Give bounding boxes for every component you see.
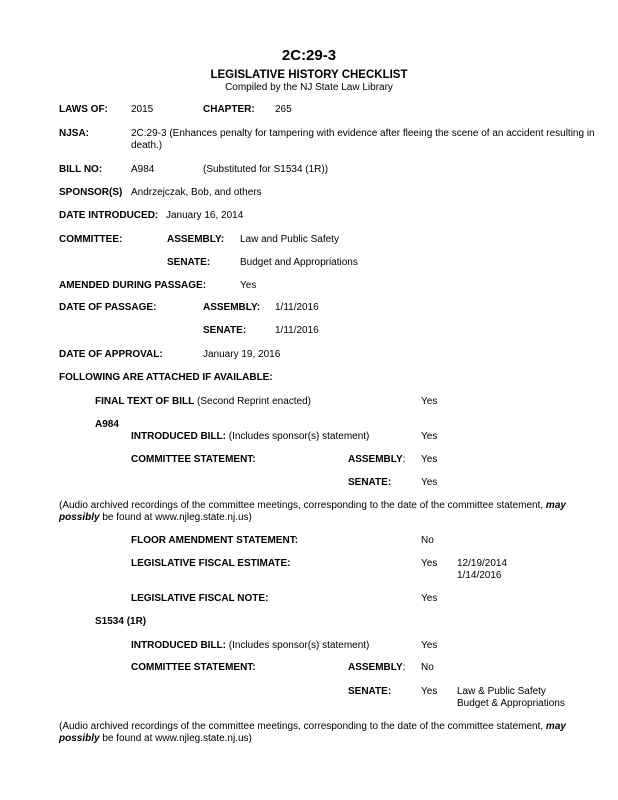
a984-fiscal-estimate-date: 12/19/2014 <box>457 558 508 569</box>
a984-cs-assembly-value: Yes <box>421 454 438 465</box>
s1534-cs-assembly-value: No <box>421 662 434 673</box>
bill-no-label: BILL NO: <box>59 164 103 175</box>
page-subtitle: LEGISLATIVE HISTORY CHECKLIST <box>210 69 408 81</box>
committee-senate-value: Budget and Appropriations <box>240 257 358 268</box>
a984-introduced-value: Yes <box>421 431 438 442</box>
s1534-cs-assembly-colon: : <box>402 662 406 673</box>
a984-fiscal-note-label: LEGISLATIVE FISCAL NOTE: <box>131 593 269 604</box>
a984-fiscal-note-value: Yes <box>421 593 438 604</box>
date-of-approval-label: DATE OF APPROVAL: <box>59 349 163 360</box>
audio-note-text: be found at www.njleg.state.nj.us) <box>99 512 252 523</box>
sponsors-value: Andrzejczak, Bob, and others <box>131 187 262 198</box>
chapter-label: CHAPTER: <box>203 104 255 115</box>
audio-note-emphasis: may possibly <box>59 500 566 523</box>
final-text-note: (Second Reprint enacted) <box>194 396 311 407</box>
date-introduced-label: DATE INTRODUCED: <box>59 210 159 221</box>
passage-assembly-label: ASSEMBLY: <box>203 302 261 313</box>
s1534-introduced-row <box>131 640 369 652</box>
a984-fiscal-estimate-value: Yes <box>421 558 438 569</box>
s1534-cs-senate-value: Yes <box>421 686 438 697</box>
amended-label: AMENDED DURING PASSAGE: <box>59 280 207 291</box>
passage-senate-label: SENATE: <box>203 325 247 336</box>
date-of-approval-value: January 19, 2016 <box>203 349 281 360</box>
njsa-label: NJSA: <box>59 128 90 139</box>
audio-note-text: (Audio archived recordings of the committee meetings, corresponding to the date of the committee statement, <box>59 500 546 511</box>
a984-fiscal-estimate-label: LEGISLATIVE FISCAL ESTIMATE: <box>131 558 291 569</box>
date-of-passage-label: DATE OF PASSAGE: <box>59 302 157 313</box>
a984-introduced-row <box>131 431 369 443</box>
committee-assembly-value: Law and Public Safety <box>240 234 339 245</box>
substituted-note: (Substituted for S1534 (1R)) <box>203 164 329 175</box>
laws-of-label: LAWS OF: <box>59 104 108 115</box>
a984-committee-statement-label: COMMITTEE STATEMENT: <box>131 454 256 465</box>
following-heading: FOLLOWING ARE ATTACHED IF AVAILABLE: <box>59 372 273 383</box>
a984-cs-assembly-colon: : <box>402 454 406 465</box>
s1534-heading: S1534 (1R) <box>95 616 147 627</box>
page-title: 2C:29-3 <box>281 47 337 64</box>
audio-note-text: be found at www.njleg.state.nj.us) <box>99 733 252 744</box>
bill-no-value: A984 <box>131 164 155 175</box>
final-text-label: FINAL TEXT OF BILL <box>95 396 195 407</box>
s1534-introduced-note: (Includes sponsor(s) statement) <box>226 640 370 651</box>
a984-floor-label: FLOOR AMENDMENT STATEMENT: <box>131 535 299 546</box>
audio-note-emphasis: may possibly <box>59 721 566 744</box>
a984-cs-senate-label: SENATE: <box>348 477 392 488</box>
date-introduced-value: January 16, 2014 <box>166 210 244 221</box>
s1534-introduced-value: Yes <box>421 640 438 651</box>
a984-cs-assembly-label: ASSEMBLY <box>348 454 403 465</box>
final-text-row <box>95 396 311 408</box>
a984-cs-senate-value: Yes <box>421 477 438 488</box>
audio-note-2 <box>59 721 604 745</box>
laws-of-value: 2015 <box>131 104 154 115</box>
njsa-value: 2C:29-3 (Enhances penalty for tampering with evidence after fleeing the scene of an accident resulting in death.) <box>131 128 595 151</box>
s1534-introduced-label: INTRODUCED BILL: <box>131 640 226 651</box>
a984-cs-assembly-row <box>348 454 405 466</box>
a984-floor-value: No <box>421 535 434 546</box>
committee-label: COMMITTEE: <box>59 234 123 245</box>
sponsors-label: SPONSOR(S) <box>59 187 123 198</box>
passage-assembly-value: 1/11/2016 <box>275 302 319 313</box>
final-text-value: Yes <box>421 396 438 407</box>
chapter-value: 265 <box>275 104 292 115</box>
committee-assembly-label: ASSEMBLY: <box>167 234 225 245</box>
committee-senate-label: SENATE: <box>167 257 211 268</box>
a984-fiscal-estimate-date: 1/14/2016 <box>457 570 502 581</box>
compiled-by: Compiled by the NJ State Law Library <box>225 82 393 93</box>
s1534-senate-committee: Budget & Appropriations <box>457 698 565 709</box>
passage-senate-value: 1/11/2016 <box>275 325 319 336</box>
a984-introduced-note: (Includes sponsor(s) statement) <box>226 431 370 442</box>
s1534-committee-statement-label: COMMITTEE STATEMENT: <box>131 662 256 673</box>
a984-heading: A984 <box>95 419 119 430</box>
s1534-cs-assembly-row <box>348 662 405 674</box>
s1534-senate-committee: Law & Public Safety <box>457 686 546 697</box>
s1534-cs-senate-label: SENATE: <box>348 686 392 697</box>
audio-note-1 <box>59 500 604 524</box>
audio-note-text: (Audio archived recordings of the committee meetings, corresponding to the date of the committee statement, <box>59 721 546 732</box>
s1534-cs-assembly-label: ASSEMBLY <box>348 662 403 673</box>
a984-introduced-label: INTRODUCED BILL: <box>131 431 226 442</box>
amended-value: Yes <box>240 280 257 291</box>
